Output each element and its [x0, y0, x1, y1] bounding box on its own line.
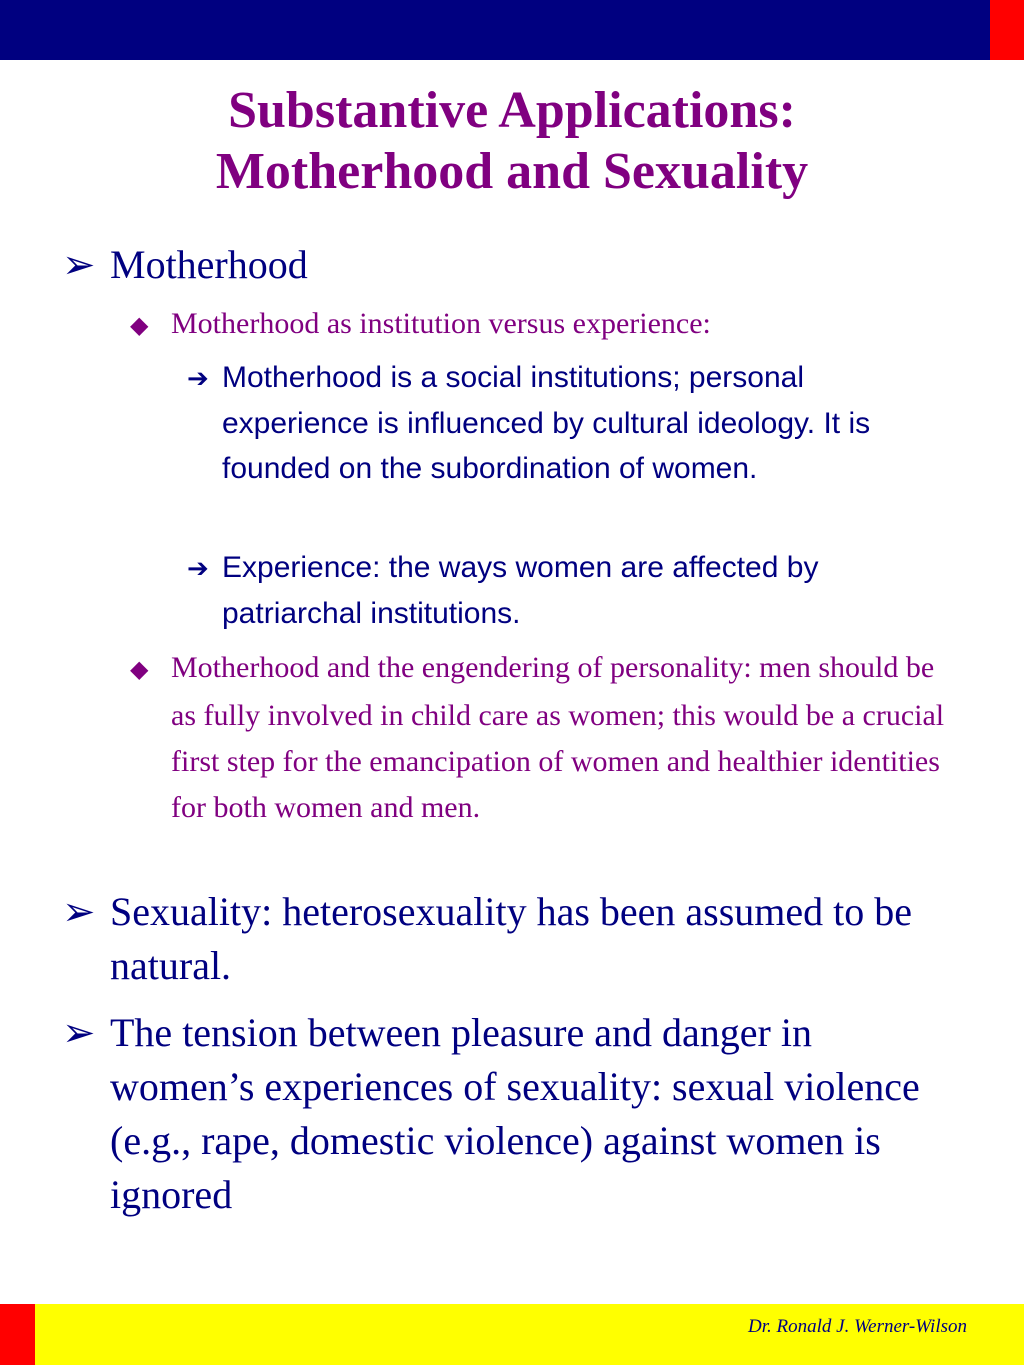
arrowhead-bullet-icon: ➢	[62, 242, 96, 287]
arrow-bullet-icon: ➔	[187, 363, 209, 393]
bullet-text: The tension between pleasure and danger in women’s experiences of sexuality: sexual violence (e.g., rape, domestic violence) against women is ignored	[110, 1010, 920, 1217]
footer-author: Dr. Ronald J. Werner-Wilson	[748, 1316, 967, 1337]
diamond-bullet-icon: ◆	[130, 313, 149, 339]
bullet-text: Experience: the ways women are affected by patriarchal institutions.	[222, 551, 819, 630]
arrowhead-bullet-icon: ➢	[62, 1010, 96, 1055]
sub-bullet-institution	[130, 301, 960, 349]
arrow-bullet-icon: ➔	[187, 553, 209, 583]
bullet-text: Motherhood is a social institutions; personal experience is influenced by cultural ideology. It is founded on the subordination of women.	[222, 361, 871, 485]
bullet-sexuality	[62, 885, 962, 993]
header-accent	[990, 0, 1024, 60]
title-line-1: Substantive Applications:	[228, 82, 796, 139]
sub-bullet-engendering	[130, 645, 960, 831]
header-bar	[0, 0, 990, 60]
bullet-motherhood	[62, 238, 962, 292]
diamond-bullet-icon: ◆	[130, 657, 149, 683]
bullet-text: Motherhood and the engendering of personality: men should be as fully involved in child care as women; this would be a crucial first step for the emancipation of women and healthier identities for both women and men.	[171, 651, 945, 824]
sub-sub-bullet-social-institution	[187, 355, 947, 491]
bullet-text: Motherhood as institution versus experience:	[171, 307, 711, 340]
slide-title	[0, 80, 1024, 202]
footer-accent	[0, 1304, 35, 1365]
arrowhead-bullet-icon: ➢	[62, 889, 96, 934]
bullet-text: Motherhood	[110, 242, 308, 287]
title-line-2: Motherhood and Sexuality	[215, 143, 809, 200]
bullet-text: Sexuality: heterosexuality has been assumed to be natural.	[110, 889, 913, 988]
sub-sub-bullet-experience	[187, 545, 947, 636]
bullet-tension	[62, 1006, 962, 1222]
